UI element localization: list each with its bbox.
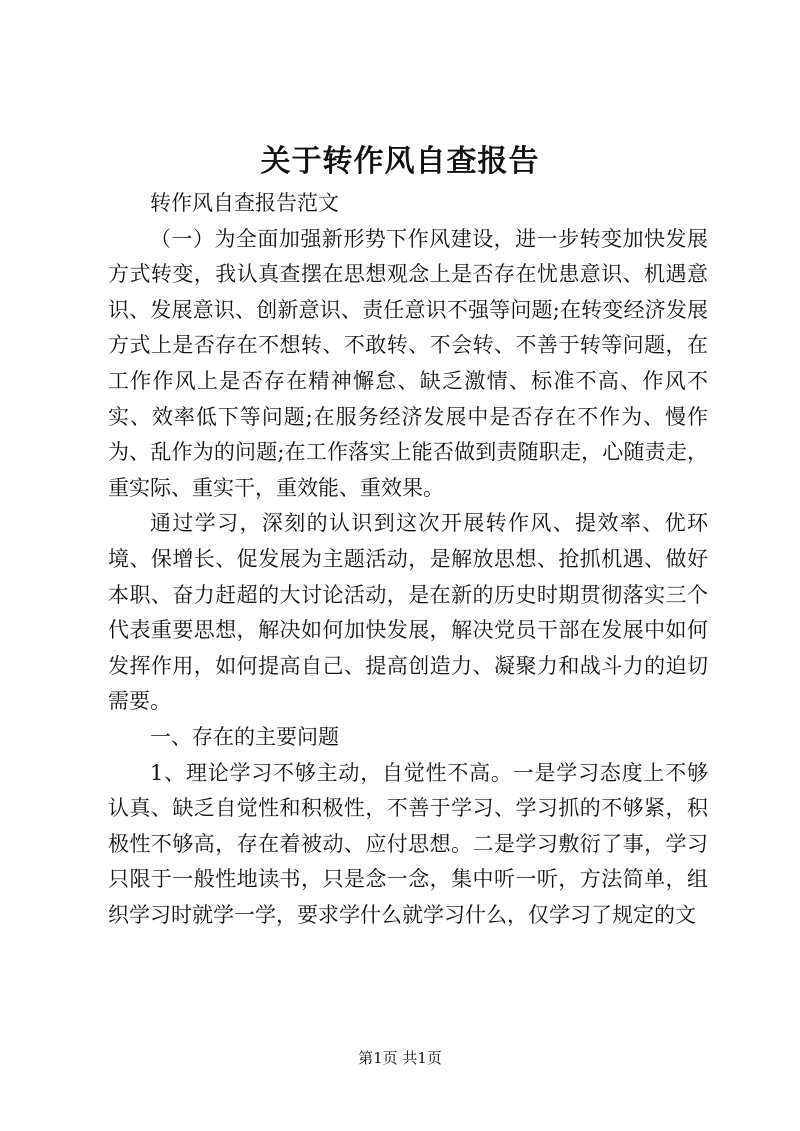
page-number-footer: 第1页 共1页 xyxy=(358,1049,442,1067)
document-title: 关于转作风自查报告 xyxy=(260,144,540,179)
body-paragraph: （一）为全面加强新形势下作风建设，进一步转变加快发展方式转变，我认真查摆在思想观念上是否存在忧患意识、机遇意识、发展意识、创新意识、责任意识不强等问题;在转变经济发展方式上是否存在不想转、不敢转、不会转、不善于转等问题，在工作作风上是否存在精神懈怠、缺乏激情、标准不高、作风不实、效率低下等问题;在服务经济发展中是否存在不作为、慢作为、乱作为的问题;在工作落实上能否做到责随职走，心随责走，重实际、重实干，重效能、重效果。 xyxy=(108,226,708,500)
subtitle-paragraph: 转作风自查报告范文 xyxy=(150,191,339,215)
document-body xyxy=(108,186,708,933)
body-paragraph: 通过学习，深刻的认识到这次开展转作风、提效率、优环境、保增长、促发展为主题活动，是解放思想、抢抓机遇、做好本职、奋力赶超的大讨论活动，是在新的历史时期贯彻落实三个代表重要思想，解决如何加快发展，解决党员干部在发展中如何发挥作用，如何提高自己、提高创造力、凝聚力和战斗力的迫切需要。 xyxy=(108,511,708,714)
section-heading: 一、存在的主要问题 xyxy=(150,724,339,749)
body-paragraph: 1、理论学习不够主动，自觉性不高。一是学习态度上不够认真、缺乏自觉性和积极性，不善于学习、学习抓的不够紧，积极性不够高，存在着被动、应付思想。二是学习敷衍了事，学习只限于一般性地读书，只是念一念，集中听一听，方法简单，组织学习时就学一学，要求学什么就学习什么，仅学习了规定的文 xyxy=(108,760,708,927)
